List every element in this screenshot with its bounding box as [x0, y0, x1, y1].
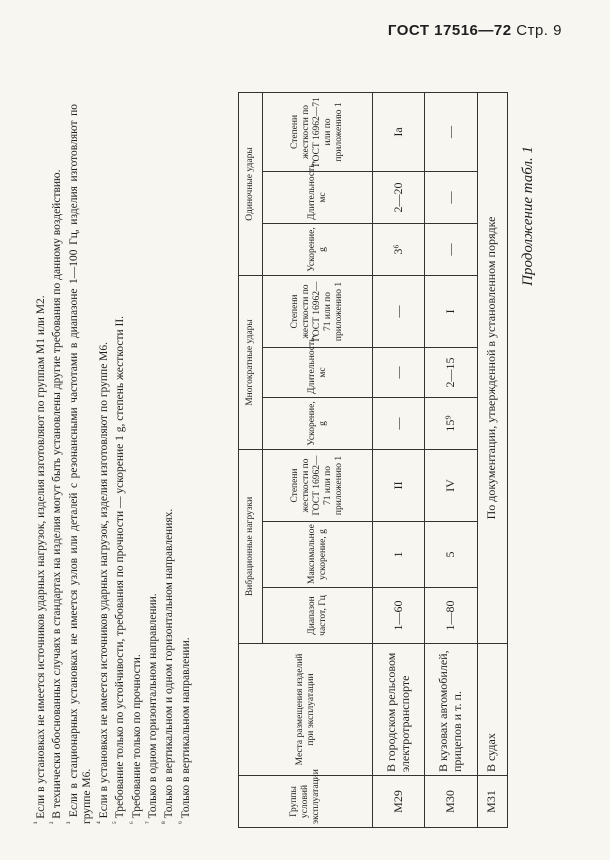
cell-freq: 1—60: [373, 588, 425, 644]
cell-max-accel: 5: [425, 522, 477, 588]
th-vib-rigidity: Степени жесткости по ГОСТ 16962—71 или по приложению 1: [263, 450, 373, 522]
cell-span-text: По документации, утвержденной в установленном порядке: [477, 92, 507, 643]
rotated-content: [0, 60, 560, 860]
cell-s-rigidity: Iа: [373, 92, 425, 171]
cell-s-accel: —: [425, 223, 477, 275]
footnote: $^{^8}$ Только в вертикальном и одном горизонтальном направлениях.: [160, 508, 176, 824]
cell-s-duration: —: [425, 171, 477, 223]
cell-freq: 1—80: [425, 588, 477, 644]
th-freq: Диапазон частот, Гц: [263, 588, 373, 644]
th-vibration: Вибрационные нагрузки: [239, 450, 263, 644]
cell-m-accel: 15⁹: [425, 398, 477, 450]
cell-place: В судах: [477, 644, 507, 776]
table-row: [373, 92, 425, 827]
table-row: [477, 92, 507, 827]
cell-vib-rigidity: II: [373, 450, 425, 522]
th-max-accel: Максимальное ускорение, g: [263, 522, 373, 588]
cell-vib-rigidity: IV: [425, 450, 477, 522]
cell-group: М29: [373, 776, 425, 828]
doc-number: ГОСТ 17516—72: [387, 22, 512, 39]
cell-place: В кузовах автомобилей, прицепов и т. п.: [425, 644, 477, 776]
cell-m-rigidity: —: [373, 275, 425, 347]
conditions-table: [238, 92, 508, 828]
page-header: [388, 22, 562, 39]
continuation-title: Продолжение табл. 1: [520, 146, 536, 286]
cell-max-accel: 1: [373, 522, 425, 588]
th-s-rigidity: Степени жесткости по ГОСТ 16962—71 или по приложению 1: [263, 92, 373, 171]
footnote: $^{^7}$ Только в одном горизонтальном направлении.: [143, 593, 159, 824]
cell-m-rigidity: I: [425, 275, 477, 347]
footnote: $^{^6}$ Требование только по прочности.: [127, 654, 143, 824]
footnote: $^{^1}$ Если в установках не имеется источников ударных нагрузок, изделия изготовляют по группам М1 или М2.: [32, 295, 47, 824]
footnote: $^{^2}$ В технически обоснованных случаях в стандартах на изделия могут быть установлены другие требования по данному воздействию.: [48, 169, 64, 824]
th-s-accel: Ускорение, g: [263, 223, 373, 275]
th-single: Одиночные удары: [239, 92, 263, 275]
th-m-duration: Длительность, мс: [263, 348, 373, 398]
th-s-duration: Длительность, мс: [263, 171, 373, 223]
cell-group: М30: [425, 776, 477, 828]
footnote: $^{^3}$ Если в стационарных установках не имеется узлов или деталей с резонансными частотами в диапазоне 1—100 Гц, изделия изготовляют по группе М6.: [64, 104, 94, 824]
th-m-rigidity: Степени жесткости по ГОСТ 16962—71 или по приложению 1: [263, 275, 373, 347]
footnote: $^{^4}$ Если в установках не имеется источников ударных нагрузок, изделия изготовляют по группе М6.: [94, 341, 110, 824]
footnote: $^{^5}$ Требование только по устойчивости, требования по прочности — ускорение 1 g, степень жесткости II.: [111, 315, 126, 824]
cell-m-duration: 2—15: [425, 348, 477, 398]
cell-s-duration: 2—20: [373, 171, 425, 223]
footnotes: [32, 104, 193, 824]
cell-place: В городском рельсовом электротранспорте: [373, 644, 425, 776]
cell-m-duration: —: [373, 348, 425, 398]
th-place: Места размещения изделий при эксплуатации: [239, 644, 373, 776]
page-number: Стр. 9: [516, 22, 562, 39]
cell-s-accel: 3⁶: [373, 223, 425, 275]
th-group: Группы условий эксплуатации: [239, 776, 373, 828]
th-multiple: Многократные удары: [239, 275, 263, 449]
table-row: [425, 92, 477, 827]
cell-m-accel: —: [373, 398, 425, 450]
th-m-accel: Ускорение, g: [263, 398, 373, 450]
cell-s-rigidity: —: [425, 92, 477, 171]
cell-group: М31: [477, 776, 507, 828]
footnote: $^{^9}$ Только в вертикальном направлении.: [176, 637, 192, 824]
